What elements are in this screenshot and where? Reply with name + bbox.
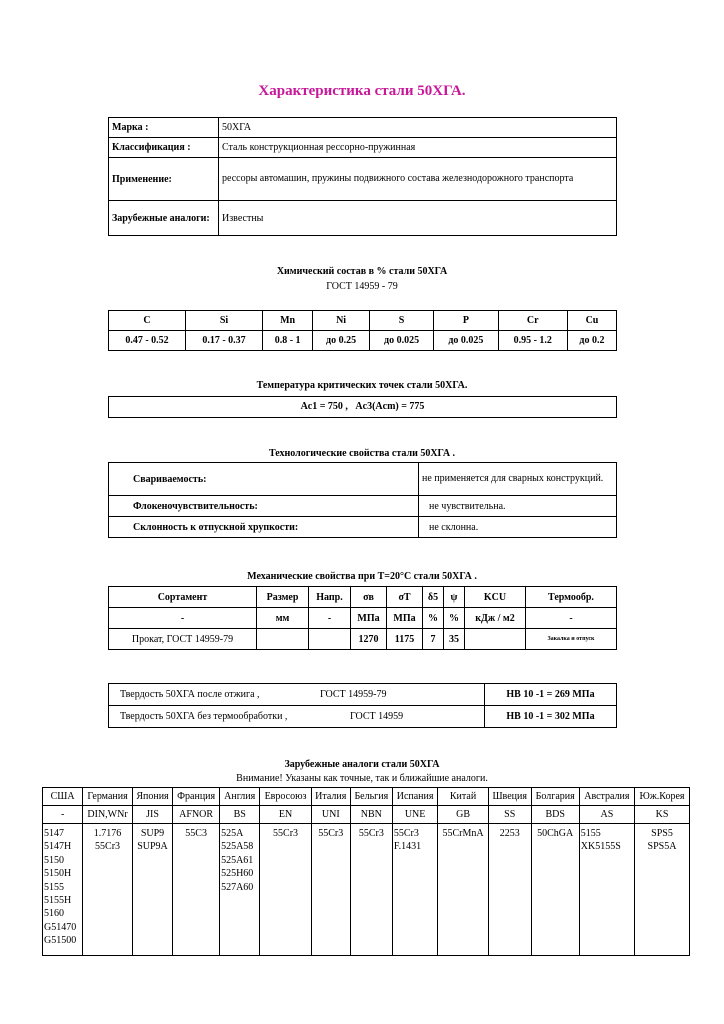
analog-grades-cell	[132, 824, 172, 956]
mech-header: Термообр.	[526, 587, 617, 608]
analog-country: Юж.Корея	[634, 788, 689, 806]
hardness-table	[108, 683, 617, 728]
hardness-row	[109, 706, 617, 728]
analogs-grades-row	[43, 824, 690, 956]
info-row	[109, 158, 617, 201]
analog-standard: NBN	[350, 806, 392, 824]
mech-data-row	[109, 629, 617, 650]
analog-standard: BDS	[531, 806, 579, 824]
mech-header: KCU	[465, 587, 526, 608]
mech-cell: 7	[423, 629, 444, 650]
analog-grade: 5150	[44, 854, 64, 866]
analog-grade: 1.7176	[93, 828, 122, 839]
analog-standard: -	[43, 806, 83, 824]
mech-cell: Прокат, ГОСТ 14959-79	[109, 629, 257, 650]
analog-country: Китай	[438, 788, 488, 806]
mech-cell	[465, 629, 526, 650]
info-value: 50ХГА	[219, 118, 617, 138]
analog-standard: BS	[220, 806, 260, 824]
crit-ac1: Ac1 = 750 ,	[300, 401, 348, 412]
analog-standard: SS	[488, 806, 531, 824]
analog-grade: 2253	[499, 828, 520, 839]
chem-header: Cr	[498, 311, 567, 331]
analogs-standard-row	[43, 806, 690, 824]
chem-value-row	[109, 331, 617, 351]
analog-grade: 55Cr3	[273, 828, 299, 839]
tech-value: не чувствительна.	[419, 496, 617, 517]
analogs-note: Внимание! Указаны как точные, так и ближайшие аналоги.	[236, 773, 488, 784]
mech-cell: 1270	[351, 629, 387, 650]
chem-header: Si	[186, 311, 263, 331]
analog-grade: 55CrMnA	[442, 828, 484, 839]
analog-country: Италия	[311, 788, 350, 806]
info-label: Классификация :	[109, 138, 219, 158]
info-row	[109, 138, 617, 158]
mech-cell	[257, 629, 309, 650]
chem-title: Химический состав в % стали 50ХГА	[276, 266, 448, 277]
info-table	[108, 117, 617, 236]
mech-table	[108, 586, 617, 650]
analog-grades-cell	[311, 824, 350, 956]
mech-header: ψ	[444, 587, 465, 608]
hardness-row	[109, 684, 617, 706]
mech-unit-row	[109, 608, 617, 629]
chem-table	[108, 310, 617, 351]
analogs-title: Зарубежные аналоги стали 50ХГА	[284, 759, 440, 770]
mech-unit: кДж / м2	[465, 608, 526, 629]
hardness-label: Твердость 50ХГА без термообработки ,	[120, 711, 288, 722]
analog-grades-cell	[579, 824, 634, 956]
hardness-value: HB 10 -1 = 269 МПа	[485, 684, 617, 706]
analog-country: Австралия	[579, 788, 634, 806]
hardness-text	[109, 706, 485, 728]
analog-grade: 525A58	[221, 841, 254, 853]
chem-header: Ni	[313, 311, 370, 331]
tech-table	[108, 462, 617, 538]
analog-country: Франция	[173, 788, 220, 806]
mech-header-row	[109, 587, 617, 608]
mech-unit: МПа	[351, 608, 387, 629]
analog-grade: 55Cr3	[95, 841, 121, 853]
analog-country: Англия	[220, 788, 260, 806]
mech-cell: 35	[444, 629, 465, 650]
tech-row	[109, 463, 617, 496]
tech-row	[109, 517, 617, 538]
mech-cell	[309, 629, 351, 650]
analog-grade: 55Cr3	[393, 828, 419, 839]
analog-country: Швеция	[488, 788, 531, 806]
mech-unit: МПа	[387, 608, 423, 629]
mech-header: Сортамент	[109, 587, 257, 608]
mech-title: Механические свойства при Т=20°С стали 50ХГА .	[247, 571, 477, 582]
crit-box	[108, 396, 617, 418]
analog-standard: GB	[438, 806, 488, 824]
analog-standard: KS	[634, 806, 689, 824]
info-row	[109, 118, 617, 138]
chem-header: C	[109, 311, 186, 331]
analog-standard: AFNOR	[173, 806, 220, 824]
mech-unit: -	[109, 608, 257, 629]
chem-value: 0.47 - 0.52	[109, 331, 186, 351]
mech-unit: -	[526, 608, 617, 629]
chem-value: 0.17 - 0.37	[186, 331, 263, 351]
info-value: Сталь конструкционная рессорно-пружинная	[219, 138, 617, 158]
mech-unit: %	[423, 608, 444, 629]
analog-grades-cell	[488, 824, 531, 956]
analog-grade: SUP9	[140, 828, 165, 839]
analog-grade: SPS5A	[647, 841, 677, 853]
crit-ac3: Ac3(Acm) = 775	[355, 401, 425, 412]
analogs-table	[42, 787, 690, 956]
analog-grades-cell	[260, 824, 311, 956]
analog-grade: G51470	[44, 921, 77, 933]
info-label: Зарубежные аналоги:	[109, 201, 219, 236]
chem-header: S	[369, 311, 433, 331]
analog-standard: AS	[579, 806, 634, 824]
mech-header: Напр.	[309, 587, 351, 608]
mech-cell: 1175	[387, 629, 423, 650]
mech-unit: -	[309, 608, 351, 629]
analog-grade: 525H60	[221, 868, 254, 880]
chem-header: Mn	[263, 311, 313, 331]
analog-country: Германия	[83, 788, 133, 806]
chem-header-row	[109, 311, 617, 331]
page-title: Характеристика стали 50ХГА.	[258, 83, 466, 99]
analog-grades-cell	[392, 824, 437, 956]
analog-grades-cell	[531, 824, 579, 956]
analog-country: Испания	[392, 788, 437, 806]
hardness-gost: ГОСТ 14959-79	[320, 689, 387, 700]
analog-country: Япония	[132, 788, 172, 806]
analog-grade: 5150H	[44, 868, 72, 880]
tech-row	[109, 496, 617, 517]
chem-gost: ГОСТ 14959 - 79	[326, 281, 398, 292]
analog-grade: 55Cr3	[358, 828, 384, 839]
chem-value: до 0.25	[313, 331, 370, 351]
hardness-label: Твердость 50ХГА после отжига ,	[120, 689, 260, 700]
analog-country: Болгария	[531, 788, 579, 806]
info-value: Известны	[219, 201, 617, 236]
tech-label: Флокеночувствительность:	[109, 496, 419, 517]
analog-grade: 55C3	[185, 828, 207, 839]
analog-grade: 5160	[44, 908, 64, 920]
tech-title: Технологические свойства стали 50ХГА .	[268, 448, 456, 459]
analog-grade: 5155H	[44, 895, 72, 907]
analog-standard: DIN,WNr	[83, 806, 133, 824]
tech-value: не применяется для сварных конструкций.	[419, 463, 617, 496]
mech-unit: %	[444, 608, 465, 629]
analog-grade: SUP9A	[137, 841, 168, 853]
tech-label: Свариваемость:	[109, 463, 419, 496]
analog-standard: UNE	[392, 806, 437, 824]
analogs-country-row	[43, 788, 690, 806]
analog-standard: EN	[260, 806, 311, 824]
hardness-gost: ГОСТ 14959	[350, 711, 404, 722]
analog-country: Евросоюз	[260, 788, 311, 806]
analog-grades-cell	[438, 824, 488, 956]
mech-header: σT	[387, 587, 423, 608]
crit-title: Температура критических точек стали 50ХГА.	[256, 380, 468, 391]
analog-grade: 527A60	[221, 881, 254, 893]
mech-unit: мм	[257, 608, 309, 629]
info-label: Марка :	[109, 118, 219, 138]
info-label: Применение:	[109, 158, 219, 201]
analog-country: Бельгия	[350, 788, 392, 806]
analog-grades-cell	[350, 824, 392, 956]
analog-grades-cell	[173, 824, 220, 956]
analog-grade: 525A	[221, 828, 244, 839]
mech-header: σв	[351, 587, 387, 608]
analog-grades-cell	[43, 824, 83, 956]
analog-standard: JIS	[132, 806, 172, 824]
chem-value: 0.95 - 1.2	[498, 331, 567, 351]
analog-grade: 55Cr3	[318, 828, 344, 839]
analog-grade: 5155	[580, 828, 601, 839]
chem-value: до 0.2	[567, 331, 616, 351]
chem-value: 0.8 - 1	[263, 331, 313, 351]
analog-grades-cell	[83, 824, 133, 956]
hardness-text	[109, 684, 485, 706]
tech-label: Склонность к отпускной хрупкости:	[109, 517, 419, 538]
mech-cell: Закалка и отпуск	[526, 629, 617, 650]
analog-grade: 5147	[44, 828, 64, 839]
analog-grades-cell	[634, 824, 689, 956]
chem-header: Cu	[567, 311, 616, 331]
analog-grade: 5147H	[44, 841, 72, 853]
analog-grade: 525A61	[221, 854, 254, 866]
analog-grades-cell	[220, 824, 260, 956]
analog-country: США	[43, 788, 83, 806]
analog-grade: XK5155S	[580, 841, 621, 853]
info-value: рессоры автомашин, пружины подвижного состава железнодорожного транспорта	[219, 158, 617, 201]
mech-header: δ5	[423, 587, 444, 608]
analog-grade: F.1431	[393, 841, 422, 853]
tech-value: не склонна.	[419, 517, 617, 538]
info-row	[109, 201, 617, 236]
analog-grade: G51500	[44, 935, 77, 947]
chem-value: до 0.025	[434, 331, 498, 351]
analog-grade: 5155	[44, 881, 64, 893]
analog-grade: 50ChGA	[537, 828, 574, 839]
analog-grade: SPS5	[651, 828, 673, 839]
analog-standard: UNI	[311, 806, 350, 824]
mech-header: Размер	[257, 587, 309, 608]
chem-value: до 0.025	[369, 331, 433, 351]
chem-header: P	[434, 311, 498, 331]
hardness-value: HB 10 -1 = 302 МПа	[485, 706, 617, 728]
